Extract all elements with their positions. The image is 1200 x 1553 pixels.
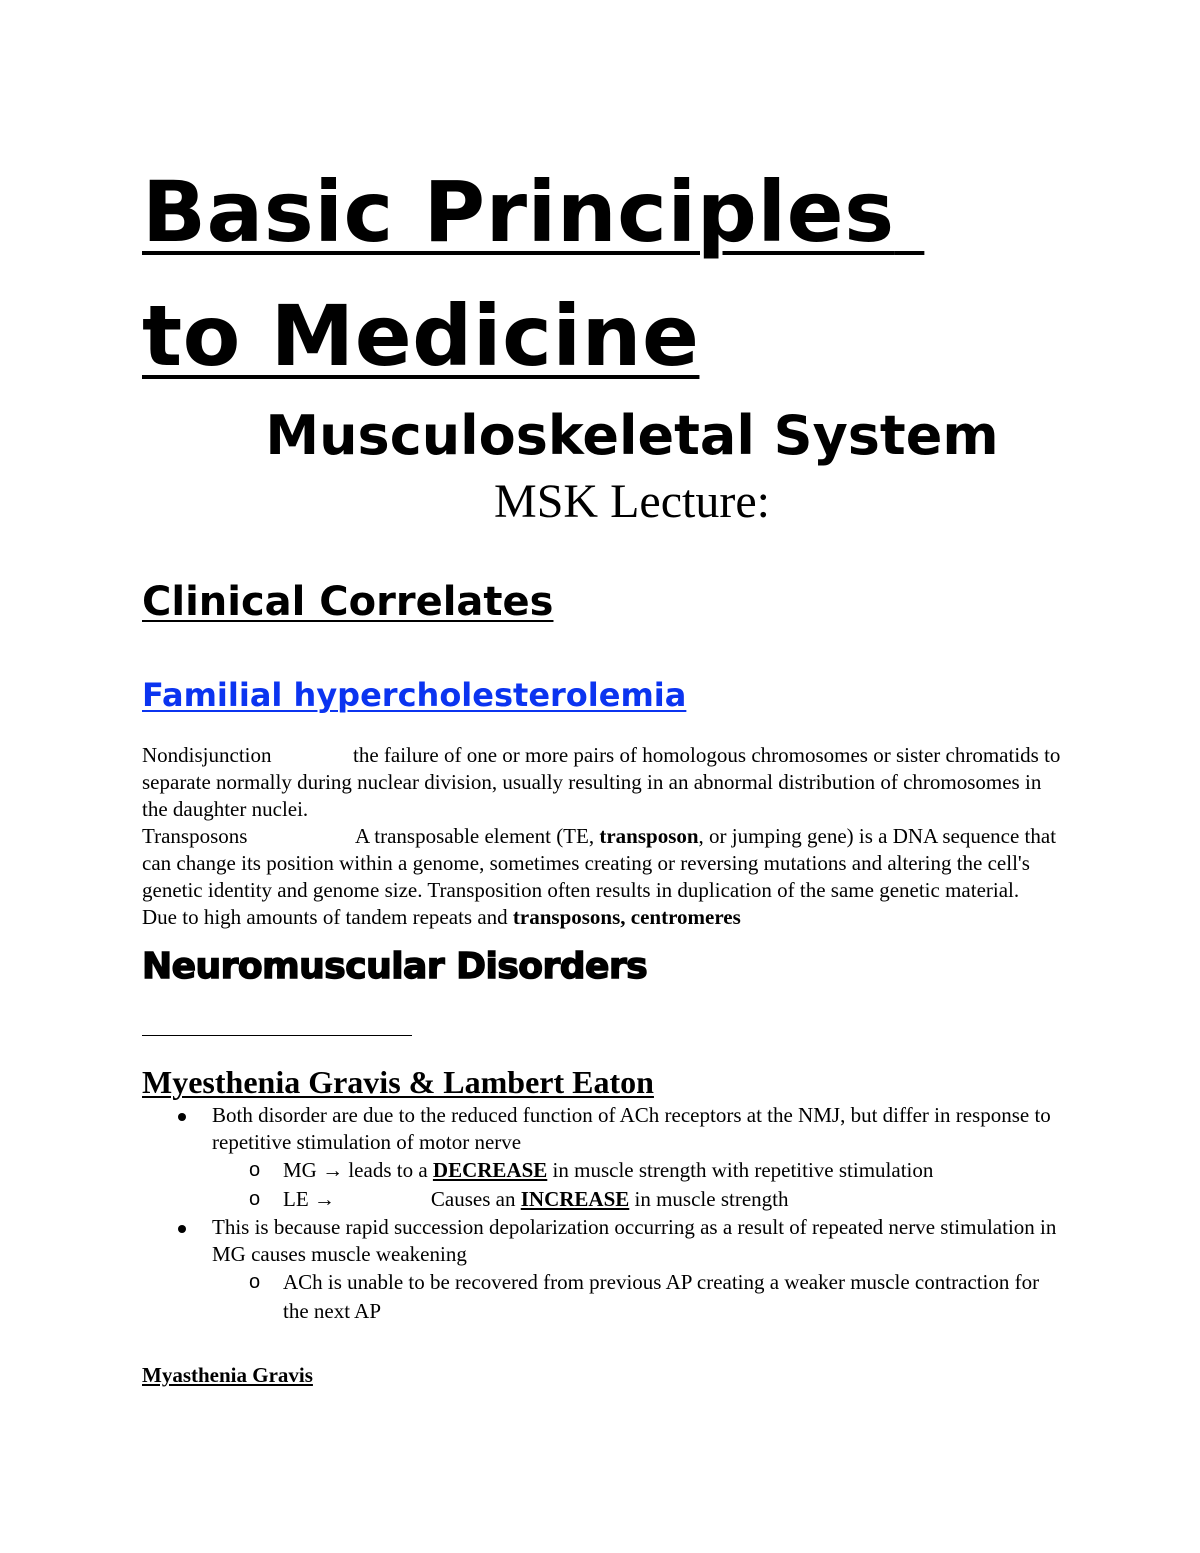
list-item xyxy=(142,1156,1062,1185)
tandem-bold-centromeres: centromeres xyxy=(630,905,741,929)
paragraph-nondisjunction xyxy=(142,742,1062,823)
sub-text-b: in muscle strength xyxy=(629,1187,789,1211)
definition-transposons-b: , or jumping gene) is a DNA sequence that can change its position within a genome, sometimes creating or reversing mutations and altering the cell's genetic identity and genome size. Transposition often results in duplication of the same genetic material. xyxy=(142,824,1057,902)
section-heading-clinical-correlates: Clinical Correlates xyxy=(142,579,554,625)
sub-text-a: MG → leads to a xyxy=(283,1158,433,1182)
bullet-text: Both disorder are due to the reduced function of ACh receptors at the NMJ, but differ in response to repetitive stimulation of motor nerve xyxy=(212,1103,1051,1154)
list-item xyxy=(142,1214,1062,1326)
definition-transposons-a: A transposable element (TE, xyxy=(355,824,600,848)
tandem-bold-transposons: transposons xyxy=(512,905,621,929)
document-title xyxy=(142,150,1062,398)
sub-list xyxy=(212,1156,1062,1214)
bullet-list xyxy=(142,1102,1062,1326)
tandem-text: Due to high amounts of tandem repeats and xyxy=(142,905,513,929)
horizontal-rule xyxy=(142,1035,412,1036)
tandem-separator: , xyxy=(620,905,631,929)
sub-bullet-icon: o xyxy=(249,1159,261,1181)
sub-label: LE → xyxy=(283,1187,335,1211)
sub-list xyxy=(212,1268,1062,1326)
title-line-1: Basic Principles xyxy=(142,163,895,261)
list-item xyxy=(142,1102,1062,1214)
bullet-icon xyxy=(178,1113,186,1121)
paragraph-tandem-repeats xyxy=(142,904,1062,931)
list-item xyxy=(142,1268,1062,1326)
heading-myasthenia-gravis: Myasthenia Gravis xyxy=(142,1363,313,1387)
definition-transposons-bold: transposon xyxy=(599,824,699,848)
sub-text-a: Causes an xyxy=(430,1187,521,1211)
bullet-text: This is because rapid succession depolarization occurring as a result of repeated nerve stimulation in MG causes muscle weakening xyxy=(212,1215,1057,1266)
list-item xyxy=(142,1185,1062,1214)
paragraph-transposons xyxy=(142,823,1062,904)
bullet-icon xyxy=(178,1225,186,1233)
document-page xyxy=(142,150,1062,1389)
sub-text: ACh is unable to be recovered from previous AP creating a weaker muscle contraction for the next AP xyxy=(283,1270,1040,1323)
link-heading-familial-hypercholesterolemia[interactable]: Familial hypercholesterolemia xyxy=(142,676,687,714)
sub-text-b: in muscle strength with repetitive stimulation xyxy=(547,1158,934,1182)
lecture-label: MSK Lecture: xyxy=(494,475,770,528)
section-heading-neuromuscular-disorders: Neuromuscular Disorders xyxy=(142,946,648,987)
sub-bullet-icon: o xyxy=(249,1271,261,1293)
title-line-2: to Medicine xyxy=(142,287,700,385)
term-nondisjunction: Nondisjunction xyxy=(142,743,272,767)
heading-mg-lambert-eaton: Myesthenia Gravis & Lambert Eaton xyxy=(142,1064,654,1100)
sub-text-bold: DECREASE xyxy=(432,1158,548,1182)
sub-text-bold: INCREASE xyxy=(520,1187,630,1211)
term-transposons: Transposons xyxy=(142,824,248,848)
definition-nondisjunction: the failure of one or more pairs of homologous chromosomes or sister chromatids to separate normally during nuclear division, usually resulting in an abnormal distribution of chromosomes in the daughter nuclei. xyxy=(142,743,1061,821)
sub-bullet-icon: o xyxy=(249,1188,261,1210)
document-subtitle: Musculoskeletal System xyxy=(265,404,999,467)
